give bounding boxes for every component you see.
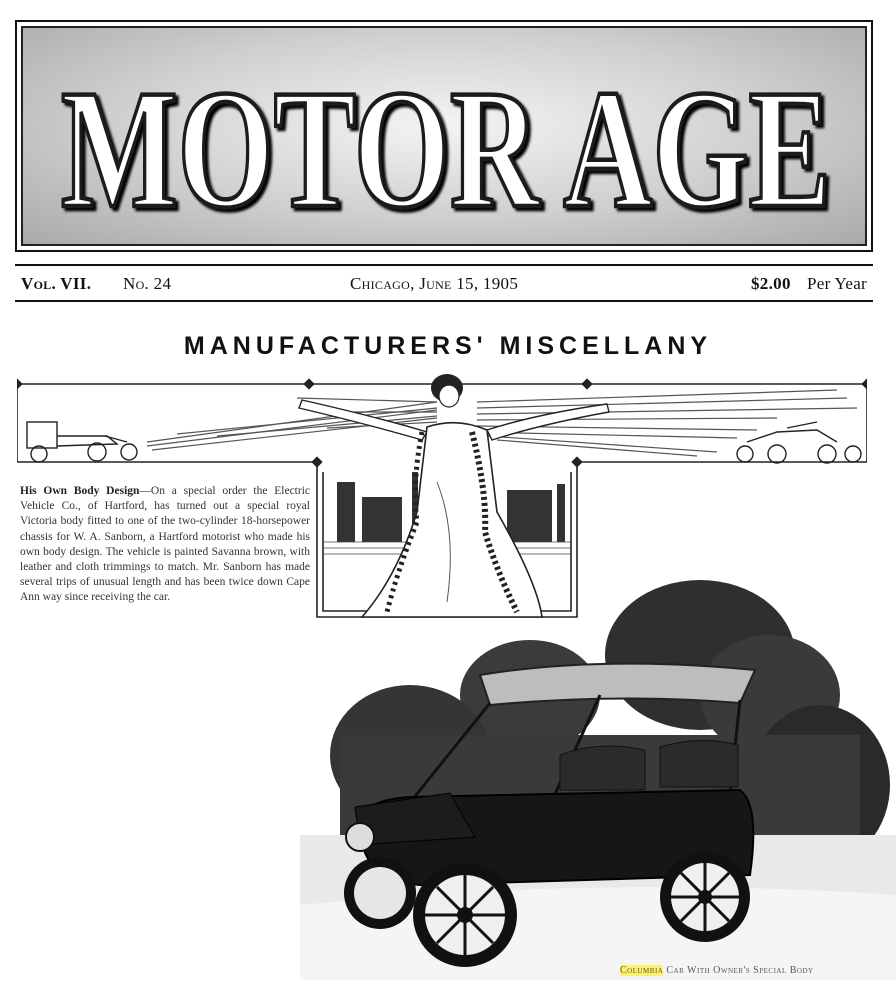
dateline bbox=[15, 272, 873, 298]
masthead bbox=[15, 20, 873, 252]
canopy-top bbox=[480, 664, 755, 705]
dateline-bottom-rule bbox=[15, 300, 873, 302]
light-rays bbox=[147, 390, 857, 456]
dateline-top-rule bbox=[15, 264, 873, 266]
article-headline: His Own Body Design bbox=[20, 485, 140, 497]
headlamp bbox=[346, 823, 374, 851]
masthead-title-graphic bbox=[23, 28, 869, 248]
article-body: —On a special order the Electric Vehicle Co., of Hartford, has turned out a special royal Victoria body fitted to one of the two-cylinder 18-horsepower chassis for W. A. Sanborn, a Hartford motorist who made his own body design. The vehicle is painted Savanna brown, with leather and cloth trimmings to match. Mr. Sanborn has made several trips of unusual length and has been twice down Cape Ann way since receiving the car. bbox=[20, 485, 310, 604]
caption-highlight: Columbia bbox=[620, 965, 664, 976]
photo-caption bbox=[620, 965, 814, 976]
section-title: MANUFACTURERS' MISCELLANY bbox=[183, 332, 713, 360]
front-seat bbox=[560, 746, 645, 790]
article bbox=[20, 484, 310, 606]
issue-number: No. 24 bbox=[123, 274, 172, 293]
place-date: Chicago, June 15, 1905 bbox=[350, 274, 519, 293]
price-suffix: Per Year bbox=[807, 274, 868, 293]
right-car-illustration bbox=[737, 422, 861, 463]
price: $2.00 bbox=[751, 274, 791, 293]
volume-label: Vol. VII. bbox=[21, 274, 92, 293]
left-car-illustration bbox=[27, 422, 137, 462]
caption-text: Car With Owner's Special Body bbox=[666, 965, 814, 976]
masthead-title: MOTOR AGE bbox=[61, 55, 831, 243]
rear-seat bbox=[660, 740, 738, 787]
car-photograph bbox=[300, 575, 896, 980]
masthead-panel bbox=[21, 26, 867, 246]
